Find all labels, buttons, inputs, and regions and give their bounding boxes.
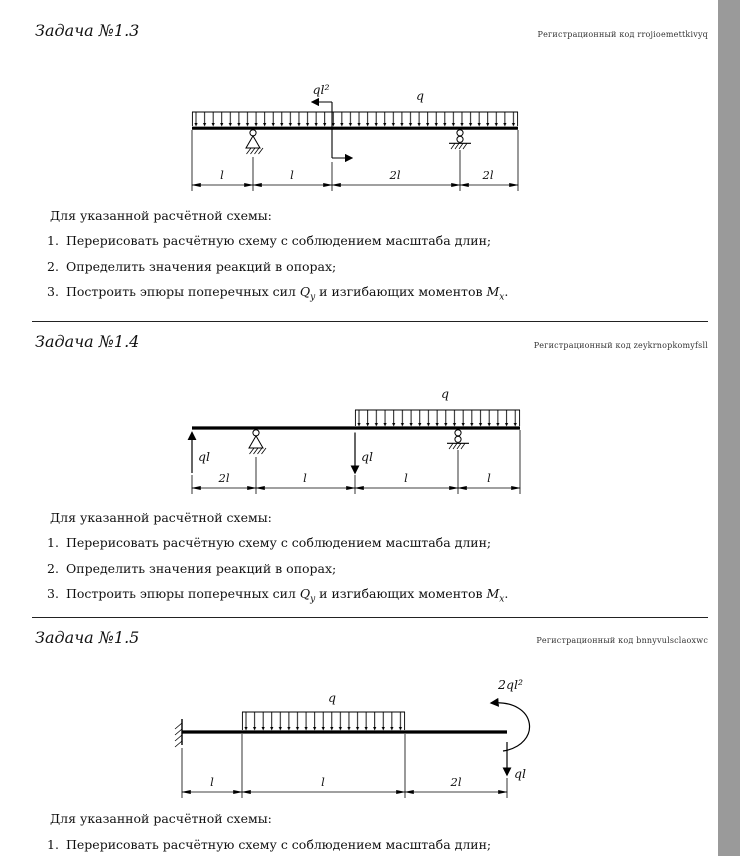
dim-label: 2l [218, 471, 230, 485]
problem-title: Задача №1.3 [35, 21, 140, 40]
distributed-load [192, 88, 518, 127]
dim-label: l [404, 471, 408, 485]
item-text: Построить эпюры поперечных сил $Q_y$ и изгибающих моментов $M_x$. [66, 586, 509, 605]
moment-arc-arrow [491, 703, 530, 751]
task-intro: Для указанной расчётной схемы: [50, 510, 272, 525]
item-number: 1. [47, 837, 59, 852]
section-divider [32, 321, 708, 322]
dim-label: l [220, 168, 224, 182]
load-hatching [242, 712, 405, 731]
task-intro: Для указанной расчётной схемы: [50, 811, 272, 826]
left-force [192, 433, 210, 474]
math-symbol: Q [299, 586, 311, 601]
dim-label: 2l [450, 775, 462, 789]
beam-diagram-1-3 [185, 80, 530, 200]
force-label: ql [514, 766, 526, 781]
task-item [47, 284, 508, 303]
task-item [47, 233, 491, 248]
item-text: Построить эпюры поперечных сил $Q_y$ и изгибающих моментов $M_x$. [66, 284, 509, 303]
dim-label: l [487, 471, 491, 485]
moment-label: ql² [312, 82, 330, 97]
registration-code: Регистрационный код zeykrnopkomyfsll [533, 341, 708, 350]
force-label: ql [198, 449, 210, 464]
problem-title: Задача №1.4 [35, 332, 140, 351]
task-item [47, 561, 336, 576]
math-symbol: M [486, 586, 500, 601]
item-number: 2. [47, 561, 59, 576]
distributed-load [355, 386, 520, 427]
dim-label: l [303, 471, 307, 485]
item-text: Перерисовать расчётную схему с соблюдением масштаба длин; [66, 233, 492, 248]
math-subscript: x [499, 292, 505, 303]
task-item [47, 837, 491, 852]
dimension-extension-lines [192, 430, 520, 494]
beam-diagram-1-4 [185, 385, 530, 500]
end-moment [491, 677, 530, 751]
item-number: 3. [47, 586, 59, 601]
math-symbol: Q [299, 284, 311, 299]
dim-label: l [321, 775, 325, 789]
dimension-extension-lines [192, 130, 518, 191]
task-intro: Для указанной расчётной схемы: [50, 208, 272, 223]
item-number: 3. [47, 284, 59, 299]
load-hatching [192, 112, 518, 127]
section-divider [32, 617, 708, 618]
load-label: q [327, 690, 337, 705]
problem-title: Задача №1.5 [35, 628, 140, 647]
math-subscript: y [310, 292, 316, 303]
pin-support [249, 430, 266, 454]
load-hatching [355, 410, 520, 427]
item-number: 1. [47, 233, 59, 248]
load-label: q [416, 88, 425, 103]
mid-force [355, 433, 373, 474]
end-force [507, 742, 526, 781]
dim-label: 2l [389, 168, 401, 182]
item-text: Определить значения реакций в опорах; [66, 561, 337, 576]
roller-support [449, 130, 471, 149]
item-text: Определить значения реакций в опорах; [66, 259, 337, 274]
fixed-support [175, 719, 182, 747]
task-item [47, 535, 491, 550]
dim-label: 2l [482, 168, 494, 182]
beam-diagram-1-5 [170, 665, 540, 810]
force-label: ql [361, 449, 373, 464]
math-subscript: y [310, 594, 316, 605]
dim-label: l [210, 775, 214, 789]
task-item [47, 259, 336, 274]
registration-code: Регистрационный код bnnyvulsclaoxwc [536, 636, 708, 645]
moment-label: 2ql² [498, 677, 523, 692]
item-text: Перерисовать расчётную схему с соблюдением масштаба длин; [66, 837, 492, 852]
roller-support [447, 430, 469, 449]
viewer-edge-strip [718, 0, 740, 856]
math-symbol: M [486, 284, 500, 299]
item-number: 1. [47, 535, 59, 550]
pin-support [246, 130, 263, 154]
registration-code: Регистрационный код rrojioemettkivyq [537, 30, 708, 39]
item-text: Перерисовать расчётную схему с соблюдением масштаба длин; [66, 535, 492, 550]
math-subscript: x [499, 594, 505, 605]
item-number: 2. [47, 259, 59, 274]
task-item [47, 586, 508, 605]
load-label: q [440, 386, 450, 401]
distributed-load [242, 690, 405, 731]
dim-label: l [290, 168, 294, 182]
